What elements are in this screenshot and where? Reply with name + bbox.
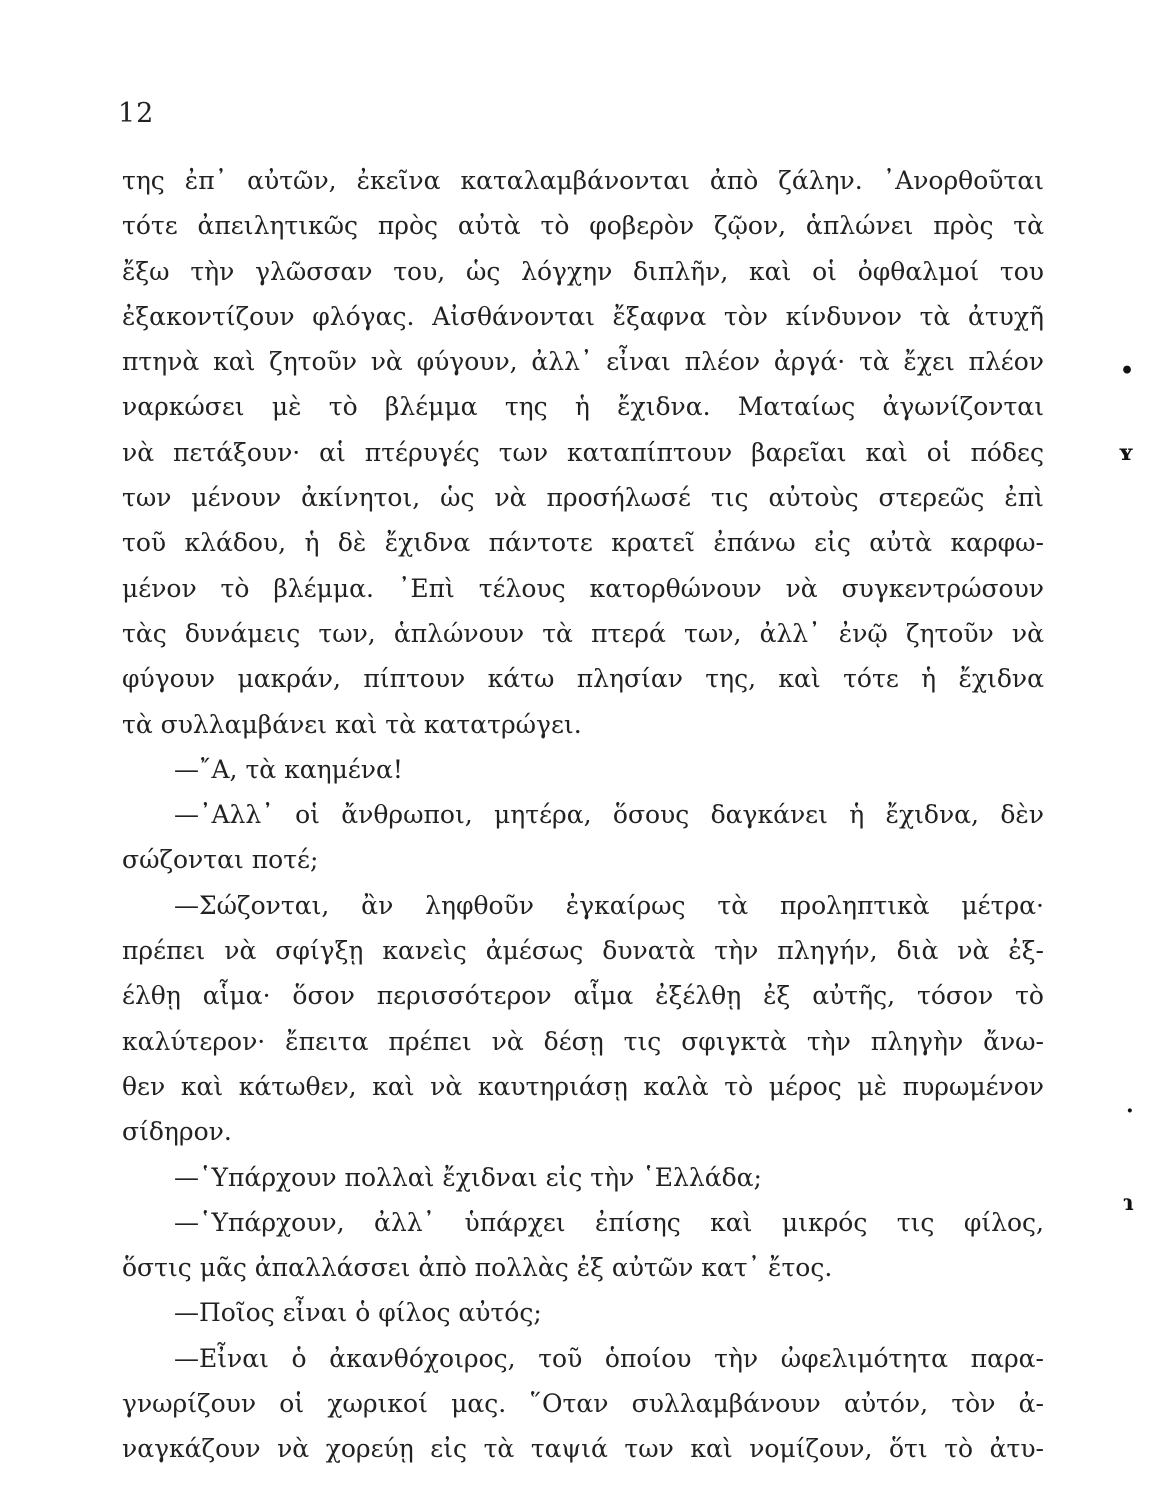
text-line: —Ποῖος εἶναι ὁ φίλος αὐτός; <box>174 1298 542 1328</box>
text-line: —Σώζονται, ἂν ληφθοῦν ἐγκαίρως τὰ προληπτικὰ μέτρα· <box>174 890 1044 920</box>
text-line: —Εἶναι ὁ ἀκανθόχοιρος, τοῦ ὁποίου τὴν ὠφελιμότητα παρα- <box>174 1343 1044 1373</box>
text-line: γνωρίζουν οἱ χωρικοί μας. ῞Οταν συλλαμβάνουν αὐτόν, τὸν ἀ- <box>122 1389 1044 1419</box>
text-line: μένον τὸ βλέμμα. ᾽Επὶ τέλους κατορθώνουν νὰ συγκεντρώσουν <box>122 573 1044 603</box>
text-line: ναγκάζουν νὰ χορεύῃ εἰς τὰ ταψιά των καὶ νομίζουν, ὅτι τὸ ἀτυ- <box>122 1434 1044 1464</box>
text-line: —῾Υπάρχουν πολλαὶ ἔχιδναι εἰς τὴν ῾Ελλάδα; <box>174 1162 762 1192</box>
margin-speck: · <box>1126 1098 1134 1124</box>
body-text <box>122 158 1044 1472</box>
text-line: πρέπει νὰ σφίγξῃ κανεὶς ἀμέσως δυνατὰ τὴν πληγήν, διὰ νὰ ἐξ- <box>122 936 1044 966</box>
text-line: ναρκώσει μὲ τὸ βλέμμα της ἡ ἔχιδνα. Ματαίως ἀγωνίζονται <box>122 392 1044 422</box>
text-line: τοῦ κλάδου, ἡ δὲ ἔχιδνα πάντοτε κρατεῖ ἐπάνω εἰς αὐτὰ καρφω- <box>122 528 1044 558</box>
text-line: φύγουν μακράν, πίπτουν κάτω πλησίαν της, καὶ τότε ἡ ἔχιδνα <box>122 664 1044 694</box>
text-line: νὰ πετάξουν· αἱ πτέρυγές των καταπίπτουν βαρεῖαι καὶ οἱ πόδες <box>122 437 1044 467</box>
text-line: καλύτερον· ἔπειτα πρέπει νὰ δέσῃ τις σφιγκτὰ τὴν πληγὴν ἄνω- <box>122 1026 1044 1056</box>
text-line: τὰς δυνάμεις των, ἁπλώνουν τὰ πτερά των, ἀλλ᾽ ἐνῷ ζητοῦν νὰ <box>122 618 1044 648</box>
text-line: τότε ἀπειλητικῶς πρὸς αὐτὰ τὸ φοβερὸν ζῷον, ἁπλώνει πρὸς τὰ <box>122 211 1044 241</box>
text-line: θεν καὶ κάτωθεν, καὶ νὰ καυτηριάσῃ καλὰ τὸ μέρος μὲ πυρωμένον <box>122 1071 1044 1101</box>
text-line: ὅστις μᾶς ἀπαλλάσσει ἀπὸ πολλὰς ἐξ αὐτῶν κατ᾽ ἔτος. <box>122 1253 833 1283</box>
text-line: των μένουν ἀκίνητοι, ὡς νὰ προσήλωσέ τις αὐτοὺς στερεῶς ἐπὶ <box>122 483 1044 513</box>
text-line: πτηνὰ καὶ ζητοῦν νὰ φύγουν, ἀλλ᾽ εἶναι πλέον ἀργά· τὰ ἔχει πλέον <box>122 347 1044 377</box>
text-line: ἔξω τὴν γλῶσσαν του, ὡς λόγχην διπλῆν, καὶ οἱ ὀφθαλμοί του <box>122 256 1044 286</box>
text-line: σώζονται ποτέ; <box>122 845 319 875</box>
text-line: —῾Υπάρχουν, ἀλλ᾽ ὑπάρχει ἐπίσης καὶ μικρός τις φίλος, <box>174 1207 1044 1237</box>
text-line: της ἐπ᾽ αὐτῶν, ἐκεῖνα καταλαμβάνονται ἀπὸ ζάλην. ᾽Ανορθοῦται <box>122 166 1044 195</box>
text-line: ἐξακοντίζουν φλόγας. Αἰσθάνονται ἔξαφνα τὸν κίνδυνον τὰ ἀτυχῆ <box>122 301 1044 331</box>
text-line: —᾽Αλλ᾽ οἱ ἄνθρωποι, μητέρα, ὅσους δαγκάνει ἡ ἔχιδνα, δὲν <box>174 800 1044 830</box>
text-line: —῎Α, τὰ καημένα! <box>174 754 403 784</box>
margin-speck: • <box>1120 358 1135 384</box>
page-number: 12 <box>118 98 155 129</box>
text-line: έλθῃ αἷμα· ὅσον περισσότερον αἷμα ἐξέλθῃ ἐξ αὐτῆς, τόσον τὸ <box>122 981 1044 1011</box>
margin-speck: ʏ <box>1118 440 1134 466</box>
text-line: σίδηρον. <box>122 1117 232 1147</box>
margin-speck: ɿ <box>1123 1190 1134 1216</box>
text-line: τὰ συλλαμβάνει καὶ τὰ κατατρώγει. <box>122 709 582 739</box>
